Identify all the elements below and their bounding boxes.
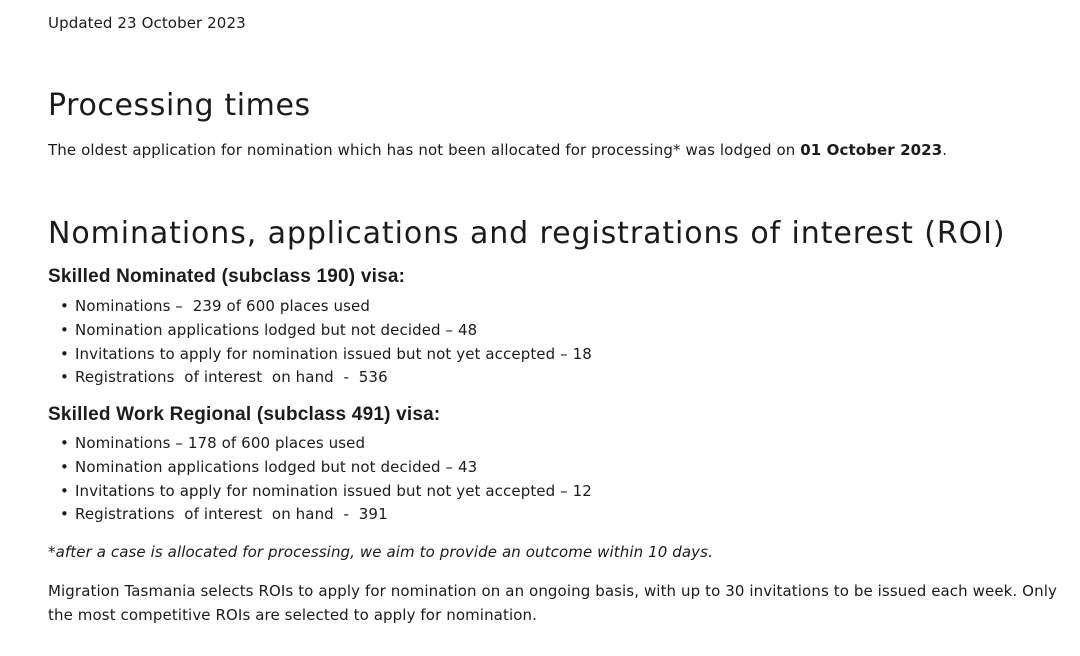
list-item: [48, 295, 592, 319]
bullet-icon: •: [60, 368, 69, 387]
subclass-491-stats-list: [48, 432, 592, 527]
list-item: [48, 456, 592, 480]
processing-text-after: .: [942, 141, 948, 159]
bullet-icon: •: [60, 505, 69, 524]
roi-selection-note: Migration Tasmania selects ROIs to apply for nomination on an ongoing basis, with up to 30 invitations to be issued each week. Only the most competitive ROIs are selected to apply for nomination.: [48, 582, 1057, 624]
list-item: [48, 432, 592, 456]
list-item: [48, 366, 592, 390]
list-item: [48, 503, 592, 527]
list-item: [48, 343, 592, 367]
processing-text-before: The oldest application for nomination which has not been allocated for processing* was lodged on: [48, 141, 801, 159]
processing-footnote: *after a case is allocated for processing, we aim to provide an outcome within 10 days.: [48, 543, 713, 561]
list-item: [48, 480, 592, 504]
list-item: [48, 319, 592, 343]
subclass-491-title: Skilled Work Regional (subclass 491) visa:: [48, 404, 441, 425]
bullet-icon: •: [60, 320, 69, 339]
list-item-text: Invitations to apply for nomination issued but not yet accepted – 18: [75, 344, 592, 363]
bullet-icon: •: [60, 481, 69, 500]
bullet-icon: •: [60, 434, 69, 452]
subclass-190-stats-list: [48, 295, 592, 390]
list-item-text: Nomination applications lodged but not decided – 48: [75, 320, 478, 339]
list-item-text: Nominations – 178 of 600 places used: [75, 434, 366, 452]
processing-times-text: [48, 140, 947, 160]
list-item-text: Registrations of interest on hand - 536: [75, 368, 388, 387]
nominations-heading: Nominations, applications and registrations of interest (ROI): [48, 216, 1006, 251]
processing-times-heading: Processing times: [48, 88, 311, 123]
list-item-text: Invitations to apply for nomination issued but not yet accepted – 12: [75, 481, 592, 500]
bullet-icon: •: [60, 344, 69, 363]
list-item-text: Nominations – 239 of 600 places used: [75, 297, 370, 315]
list-item-text: Nomination applications lodged but not decided – 43: [75, 457, 478, 476]
bullet-icon: •: [60, 297, 69, 315]
bullet-icon: •: [60, 457, 69, 476]
updated-date: Updated 23 October 2023: [48, 14, 246, 32]
oldest-application-date: 01 October 2023: [800, 141, 943, 159]
list-item-text: Registrations of interest on hand - 391: [75, 505, 388, 524]
subclass-190-title: Skilled Nominated (subclass 190) visa:: [48, 266, 406, 287]
